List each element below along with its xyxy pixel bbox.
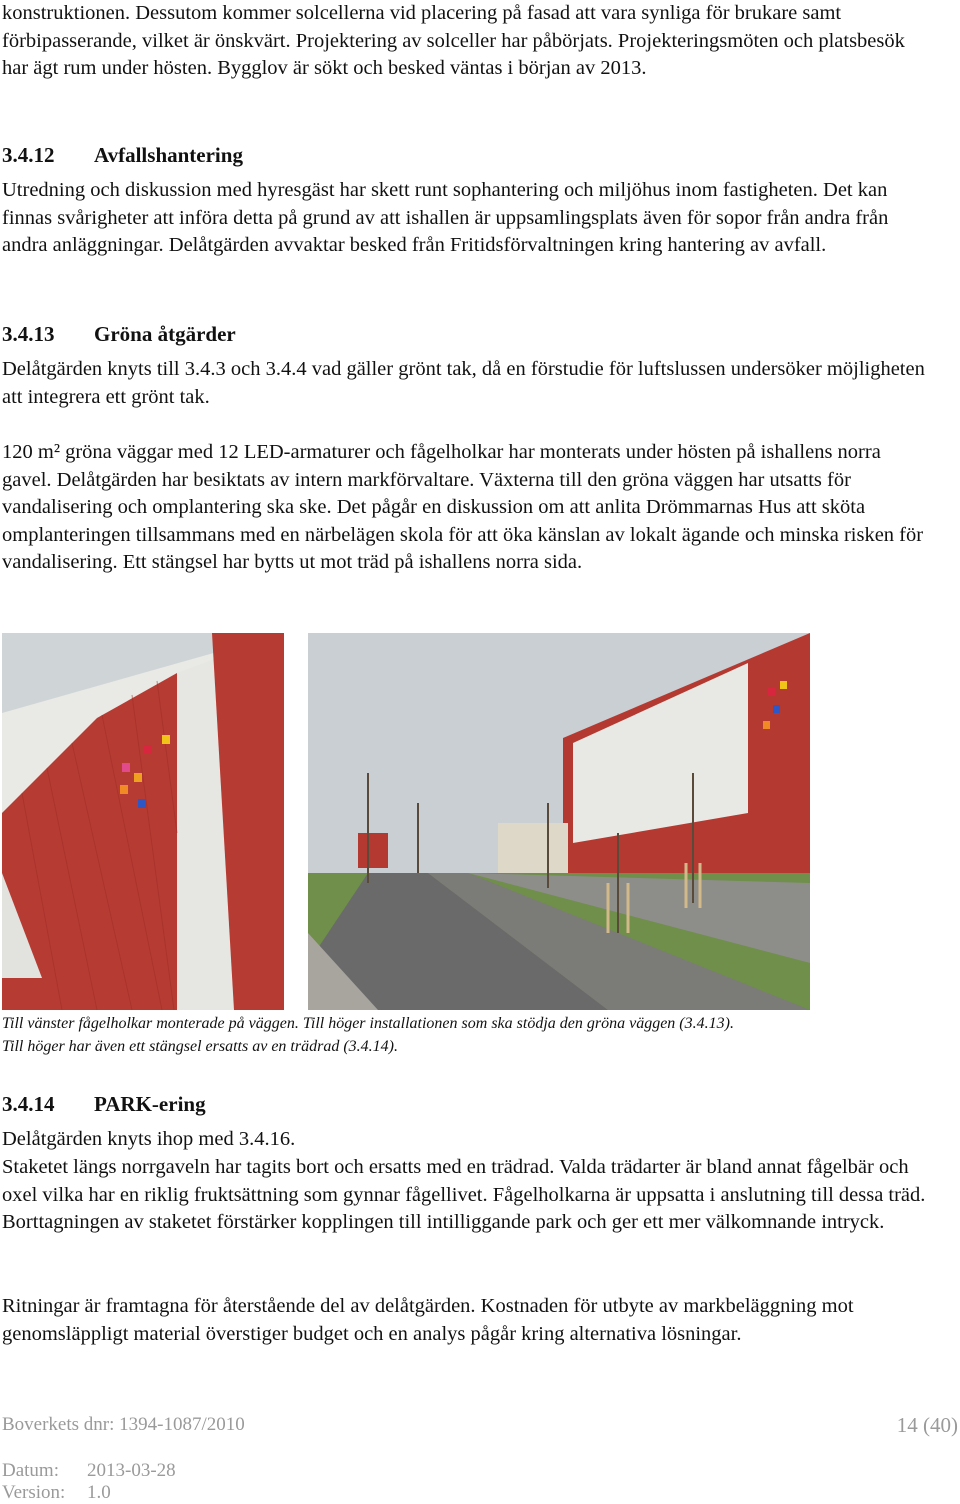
section-number: 3.4.13 (2, 322, 55, 346)
section-heading-3-4-13 (2, 322, 236, 347)
section-paragraph: Ritningar är framtagna för återstående del av delåtgärden. Kostnaden för utbyte av markbeläggning mot genomsläppligt material överstiger budget och en analys pågår kring alternativa lösningar. (2, 1295, 854, 1345)
photo-tree-row (308, 633, 810, 1010)
footer-dnr: Boverkets dnr: 1394-1087/2010 (2, 1414, 245, 1435)
figure-caption (2, 1012, 942, 1058)
section-heading-3-4-12 (2, 143, 243, 168)
version-label: Version: (2, 1482, 66, 1503)
date-label: Datum: (2, 1460, 59, 1481)
date-value: 2013-03-28 (87, 1460, 176, 1481)
page-number: 14 (40) (896, 1413, 958, 1437)
footer-version (2, 1482, 111, 1504)
section-number: 3.4.12 (2, 143, 55, 167)
section-title: PARK-ering (94, 1092, 206, 1116)
photo-birdhouses (2, 633, 284, 1010)
section-number: 3.4.14 (2, 1092, 55, 1116)
caption-line: Till vänster fågelholkar monterade på väggen. Till höger installationen som ska stödja den gröna väggen (3.4.13). (2, 1015, 734, 1032)
section-body: Utredning och diskussion med hyresgäst har skett runt sophantering och miljöhus inom fastigheten. Det kan finnas svårigheter att införa detta på grund av att ishallen är uppsamlingsplats även för sopor från andra från andra anläggningar. Delåtgärden avvaktar besked från Fritidsförvaltningen kring hantering av avfall. (2, 179, 889, 256)
section-title: Avfallshantering (94, 143, 243, 167)
caption-line: Till höger har även ett stängsel ersatts av en trädrad (3.4.14). (2, 1038, 398, 1055)
section-title: Gröna åtgärder (94, 322, 236, 346)
footer-date (2, 1460, 176, 1482)
section-paragraph: Staketet längs norrgaveln har tagits bort och ersatts med en trädrad. Valda trädarter är bland annat fågelbär och oxel vilka har en riklig fruktsättning som gynnar fågellivet. Fågelholkarna är uppsatta i anslutning till dessa träd. Borttagningen av staketet förstärker kopplingen till intilliggande park och ger ett mer välkomnande intryck. (2, 1156, 926, 1233)
section-heading-3-4-14 (2, 1092, 206, 1117)
section-paragraph: Delåtgärden knyts ihop med 3.4.16. (2, 1128, 296, 1150)
version-value: 1.0 (87, 1482, 111, 1503)
section-paragraph: Delåtgärden knyts till 3.4.3 och 3.4.4 vad gäller grönt tak, då en förstudie för luftslussen undersöker möjligheten att integrera ett grönt tak. (2, 358, 925, 408)
section-paragraph: 120 m² gröna väggar med 12 LED-armaturer och fågelholkar har monterats under hösten på ishallens norra gavel. Delåtgärden har besiktats av intern markförvaltare. Växterna till den gröna väggen har utsatts för vandalisering och omplantering ska ske. Det pågår en diskussion om att anlita Drömmarnas Hus att sköta omplanteringen tillsammans med en närbelägen skola för att öka känslan av lokalt ägande och minska risken för vandalisering. Ett stängsel har bytts ut mot träd på ishallens norra sida. (2, 441, 924, 573)
intro-paragraph: konstruktionen. Dessutom kommer solcellerna vid placering på fasad att vara synliga för brukare samt förbipasserande, vilket är önskvärt. Projektering av solceller har påbörjats. Projekteringsmöten och platsbesök har ägt rum under hösten. Bygglov är sökt och besked väntas i början av 2013. (2, 2, 905, 79)
